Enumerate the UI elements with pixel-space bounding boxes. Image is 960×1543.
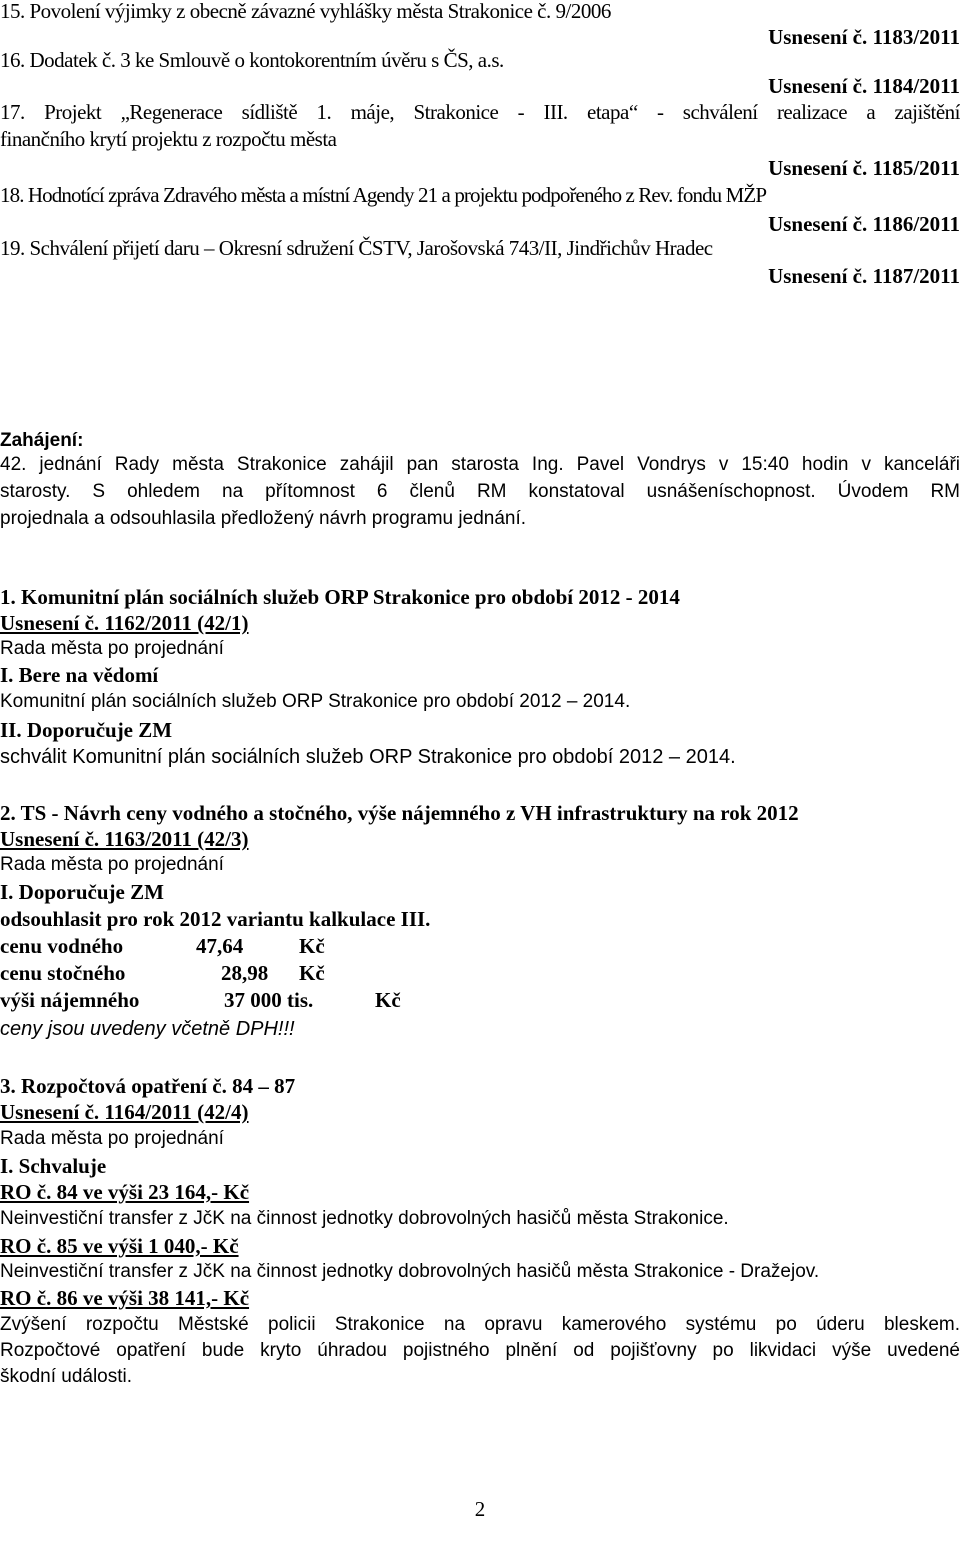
- section-2-resolution: Usnesení č. 1163/2011 (42/3): [0, 827, 249, 851]
- price-row-label: cenu stočného: [0, 961, 126, 985]
- opening-line-3: projednala a odsouhlasila předložený návrh programu jednání.: [0, 508, 527, 529]
- section-1-text-1: Komunitní plán sociálních služeb ORP Strakonice pro období 2012 – 2014.: [0, 691, 631, 712]
- agenda-resolution-16: Usnesení č. 1184/2011: [768, 74, 960, 98]
- budget-measure-86-line-3: škodní události.: [0, 1366, 133, 1387]
- section-1-council: Rada města po projednání: [0, 638, 224, 659]
- agenda-item-18: 18. Hodnotící zpráva Zdravého města a místní Agendy 21 a projektu podpořeného z Rev. fondu MŽP: [0, 183, 767, 207]
- section-2-council: Rada města po projednání: [0, 854, 224, 875]
- section-1-point-2: II. Doporučuje ZM: [0, 718, 173, 742]
- price-row-value: 28,98: [221, 961, 269, 985]
- price-row-value: 47,64: [196, 934, 244, 958]
- price-row-value: 37 000 tis.: [224, 988, 314, 1012]
- section-2-text-1: odsouhlasit pro rok 2012 variantu kalkulace III.: [0, 907, 431, 931]
- agenda-resolution-17: Usnesení č. 1185/2011: [768, 156, 960, 180]
- price-row-unit: Kč: [375, 988, 401, 1012]
- price-row-label: cenu vodného: [0, 934, 124, 958]
- section-3-resolution: Usnesení č. 1164/2011 (42/4): [0, 1100, 249, 1124]
- section-1-resolution: Usnesení č. 1162/2011 (42/1): [0, 611, 249, 635]
- agenda-item-19: 19. Schválení přijetí daru – Okresní sdružení ČSTV, Jarošovská 743/II, Jindřichův Hradec: [0, 236, 713, 260]
- agenda-resolution-18: Usnesení č. 1186/2011: [768, 212, 960, 236]
- budget-measure-86-line-1: Zvýšení rozpočtu Městské policii Strakonice na opravu kamerového systému po úderu bleskem.: [0, 1314, 960, 1335]
- budget-measure-86: RO č. 86 ve výši 38 141,- Kč: [0, 1286, 250, 1310]
- section-3-title: 3. Rozpočtová opatření č. 84 – 87: [0, 1074, 296, 1098]
- agenda-item-15: 15. Povolení výjimky z obecně závazné vyhlášky města Strakonice č. 9/2006: [0, 0, 611, 23]
- section-2-point-1: I. Doporučuje ZM: [0, 880, 164, 904]
- budget-measure-84: RO č. 84 ve výši 23 164,- Kč: [0, 1180, 250, 1204]
- budget-measure-84-text: Neinvestiční transfer z JčK na činnost jednotky dobrovolných hasičů města Strakonice.: [0, 1208, 729, 1229]
- agenda-item-17-line1: 17. Projekt „Regenerace sídliště 1. máje, Strakonice - III. etapa“ - schválení realizace a zajištění: [0, 100, 960, 124]
- page-number: 2: [474, 1497, 486, 1521]
- opening-line-2: starosty. S ohledem na přítomnost 6 členů RM konstatoval usnášeníschopnost. Úvodem RM: [0, 481, 960, 502]
- budget-measure-85-text: Neinvestiční transfer z JčK na činnost jednotky dobrovolných hasičů města Strakonice - Dražejov.: [0, 1261, 820, 1282]
- section-3-council: Rada města po projednání: [0, 1128, 224, 1149]
- price-row-label: výši nájemného: [0, 988, 140, 1012]
- section-3-point-1: I. Schvaluje: [0, 1154, 107, 1178]
- section-1-text-2: schválit Komunitní plán sociálních služeb ORP Strakonice pro období 2012 – 2014.: [0, 746, 736, 768]
- agenda-resolution-19: Usnesení č. 1187/2011: [768, 264, 960, 288]
- agenda-item-16: 16. Dodatek č. 3 ke Smlouvě o kontokorentním úvěru s ČS, a.s.: [0, 48, 504, 72]
- opening-line-1: 42. jednání Rady města Strakonice zahájil pan starosta Ing. Pavel Vondrys v 15:40 hodin v kanceláři: [0, 454, 960, 475]
- agenda-resolution-15: Usnesení č. 1183/2011: [768, 25, 960, 49]
- price-table: [0, 933, 960, 1013]
- budget-measure-85: RO č. 85 ve výši 1 040,- Kč: [0, 1234, 239, 1258]
- section-1-point-1: I. Bere na vědomí: [0, 663, 159, 687]
- section-2-note: ceny jsou uvedeny včetně DPH!!!: [0, 1018, 295, 1040]
- budget-measure-86-line-2: Rozpočtové opatření bude kryto úhradou pojistného plnění od pojišťovny po likvidaci výše uvedené: [0, 1340, 960, 1361]
- agenda-item-17-line2: finančního krytí projektu z rozpočtu města: [0, 127, 337, 151]
- section-2-title: 2. TS - Návrh ceny vodného a stočného, výše nájemného z VH infrastruktury na rok 2012: [0, 801, 799, 825]
- price-row-unit: Kč: [299, 961, 325, 985]
- opening-heading: Zahájení:: [0, 430, 84, 451]
- price-row-unit: Kč: [299, 934, 325, 958]
- section-1-title: 1. Komunitní plán sociálních služeb ORP Strakonice pro období 2012 - 2014: [0, 585, 680, 609]
